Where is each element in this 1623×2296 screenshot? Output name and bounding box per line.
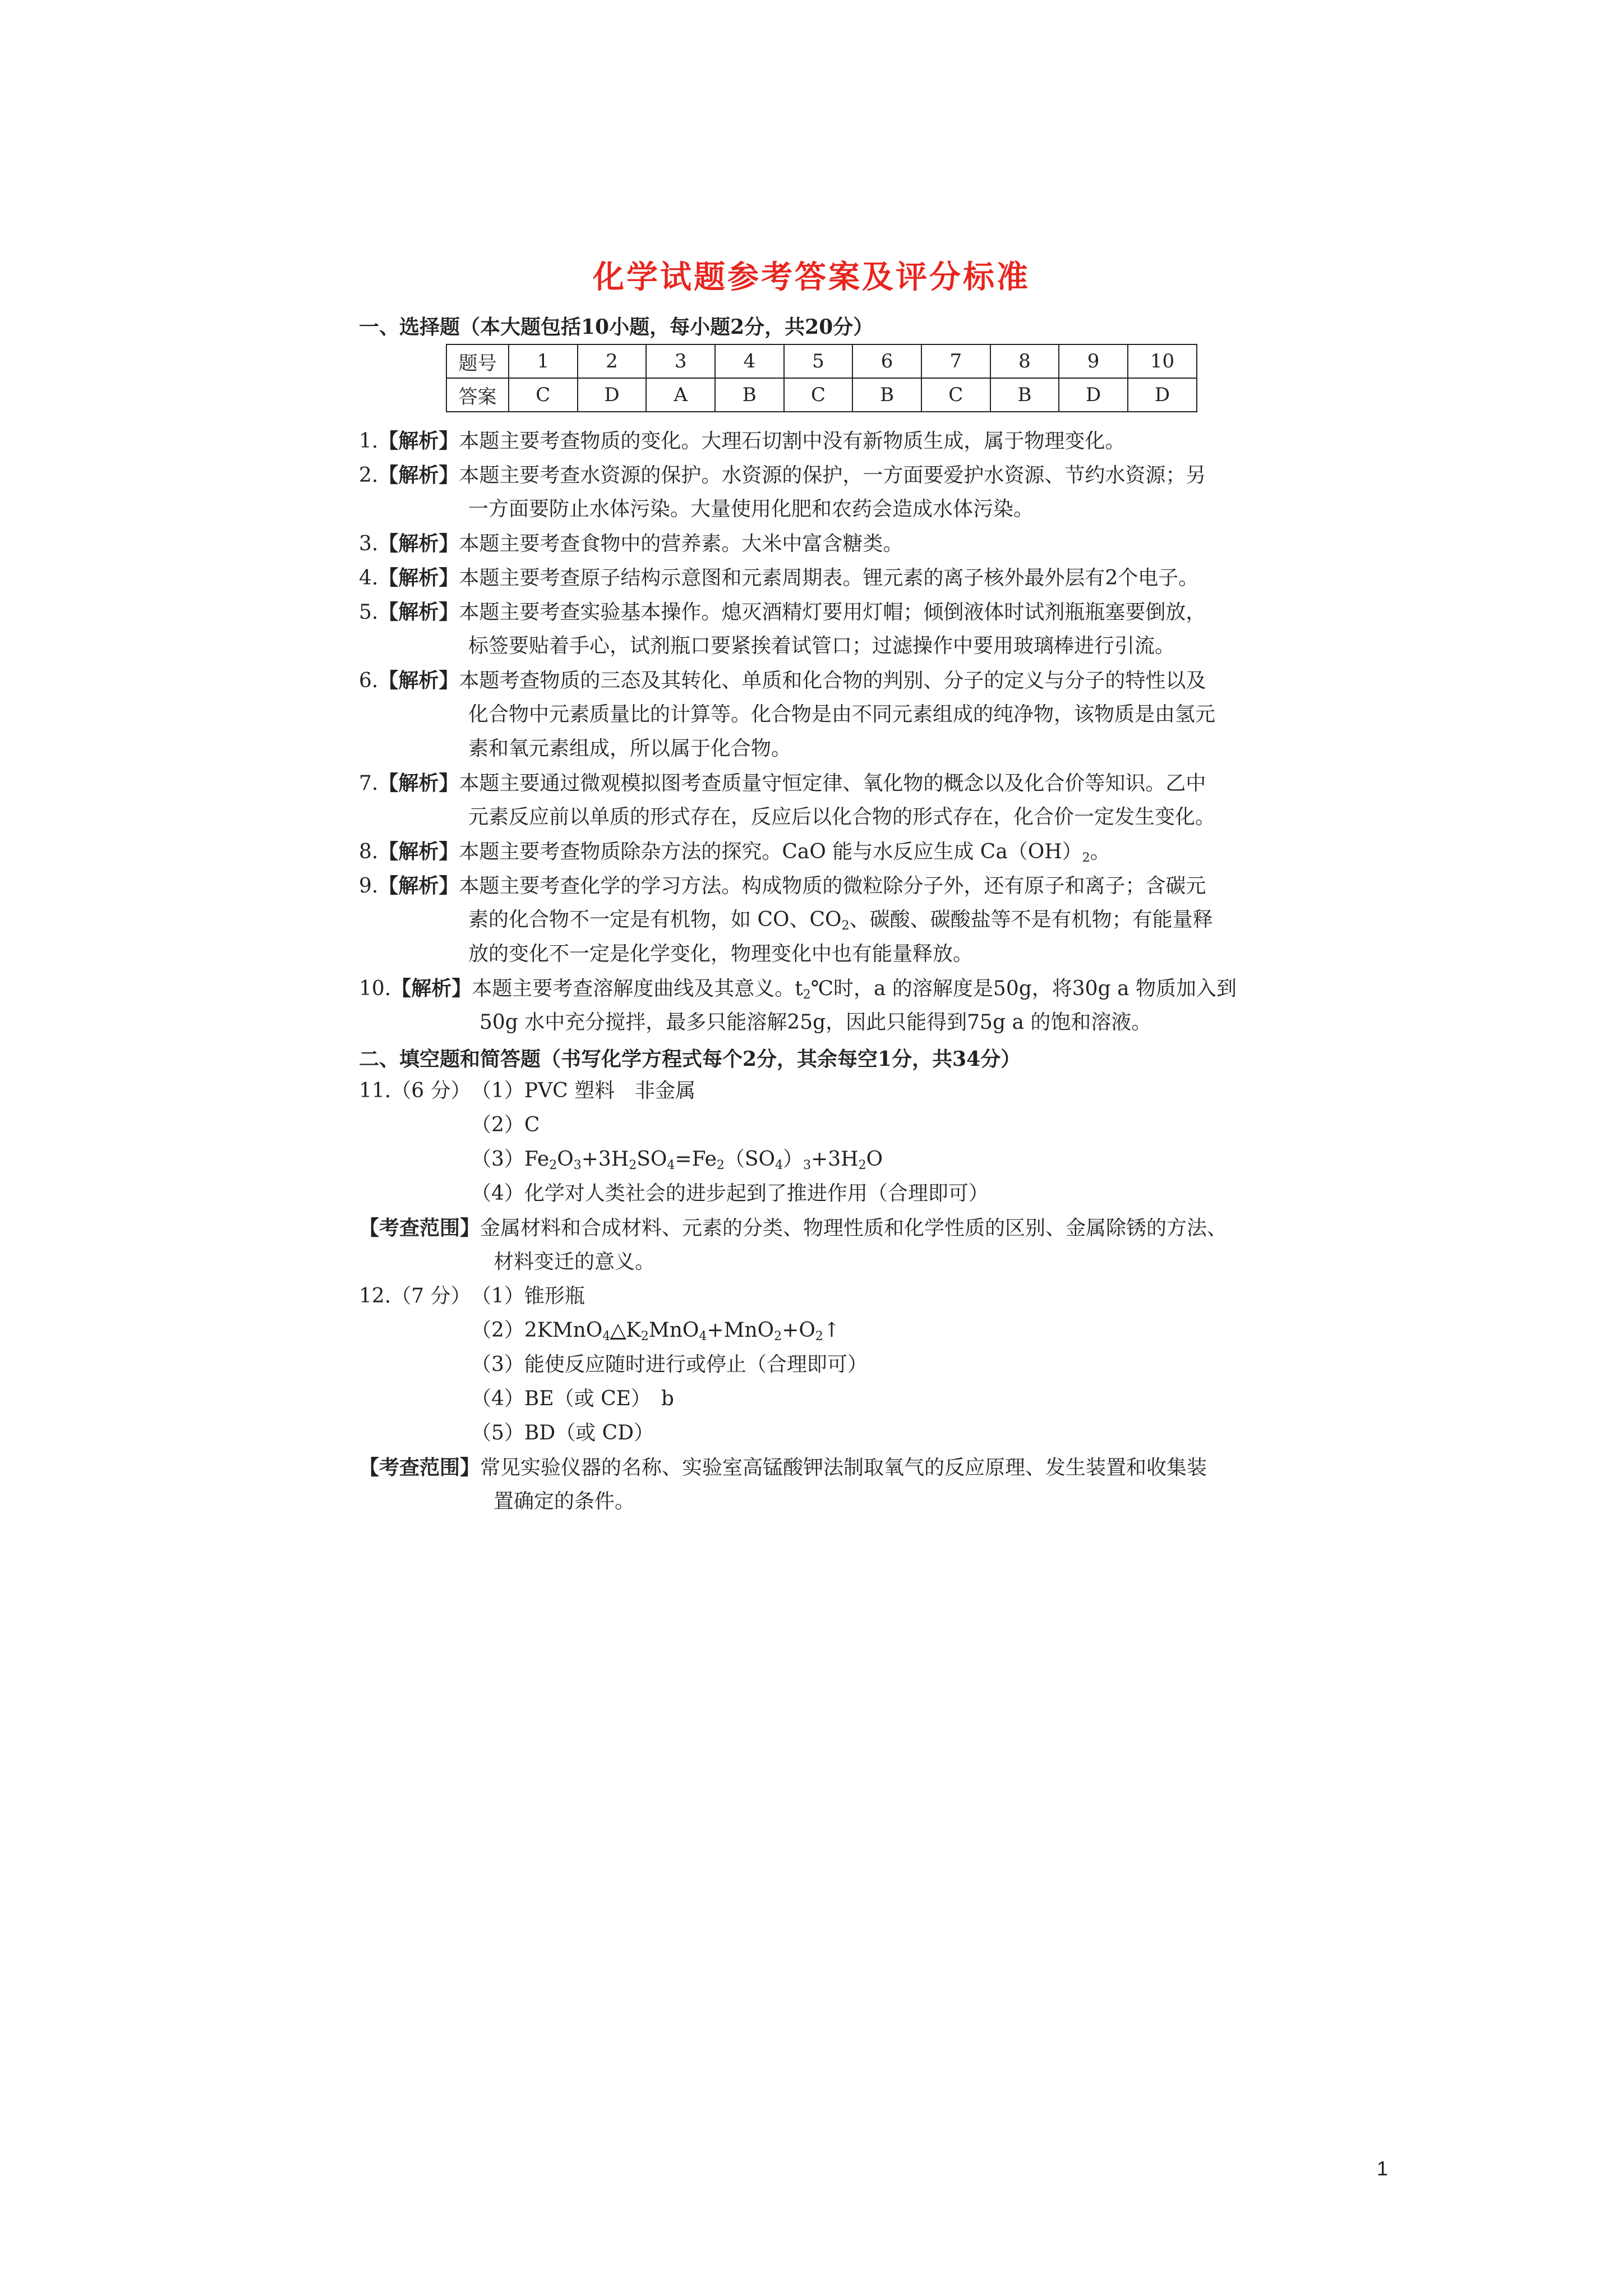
scope-line: 常见实验仪器的名称、实验室高锰酸钾法制取氧气的反应原理、发生装置和收集装 [480,1456,1207,1479]
item-number: 10. [359,977,391,1000]
analysis-tag: 【解析】 [378,874,459,898]
question-number-cell: 9 [1059,344,1128,378]
explanation-line: 本题主要考查原子结构示意图和元素周期表。锂元素的离子核外最外层有2个电子。 [459,567,1199,590]
scope-tag: 【考查范围】 [359,1216,481,1240]
analysis-tag: 【解析】 [378,771,459,795]
question-number-cell: 5 [784,344,853,378]
explanation-line: 本题主要考查化学的学习方法。构成物质的微粒除分子外，还有原子和离子；含碳元 [459,875,1206,898]
explanation-6 [359,667,1206,694]
explanation-9 [359,872,1206,900]
formula-part: K [625,1319,641,1342]
analysis-tag: 【解析】 [378,463,459,487]
explanation-5 [359,599,1206,626]
formula-part: （3）Fe [471,1148,550,1171]
analysis-tag: 【解析】 [378,669,459,692]
explanation-line: 本题主要通过微观模拟图考查质量守恒定律、氧化物的概念以及化合价等知识。乙中 [459,772,1206,795]
item-number: 4. [359,567,379,590]
answer-cell: C [784,378,853,412]
analysis-tag: 【解析】 [378,840,459,863]
page-title: 化学试题参考答案及评分标准 [593,259,1030,296]
item-number: 9. [359,875,379,898]
item-number: 6. [359,669,379,692]
item-number: 5. [359,601,379,624]
answer-cell: B [852,378,921,412]
text-segment: 本题主要考查溶解度曲线及其意义。t [472,977,803,1000]
question-number-cell: 3 [646,344,715,378]
explanation-1 [359,427,1125,455]
answer-11-2: （2）C [471,1114,540,1137]
item-number: 1. [359,430,379,453]
text-segment: ℃时，a 的溶解度是50g，将30g a 物质加入到 [810,977,1237,1000]
explanation-line [468,907,1213,933]
explanation-2 [359,462,1206,489]
explanation-line: 元素反应前以单质的形式存在，反应后以化合物的形式存在，化合价一定发生变化。 [468,806,1216,829]
analysis-tag: 【解析】 [391,977,472,1000]
table-header-cell: 题号 [446,344,509,378]
scope-11 [359,1214,1227,1242]
question-number-cell: 4 [715,344,784,378]
table-header-cell: 答案 [446,378,509,412]
analysis-tag: 【解析】 [378,429,459,453]
formula-part: O [557,1148,574,1171]
subscript: 2 [774,1329,782,1343]
explanation-3 [359,530,903,558]
scope-line: 材料变迁的意义。 [494,1250,656,1273]
question-number-cell: 7 [921,344,990,378]
explanation-line: 标签要贴着手心，试剂瓶口要紧挨着试管口；过滤操作中要用玻璃棒进行引流。 [468,634,1175,657]
explanation-line: 本题考查物质的三态及其转化、单质和化合物的判别、分子的定义与分子的特性以及 [459,669,1206,692]
subscript: 3 [573,1158,582,1172]
answer-cell: A [646,378,715,412]
explanation-10 [359,975,1237,1002]
answer-12-4: （4）BE（或 CE） b [471,1387,674,1410]
answer-11-1: （1）PVC 塑料 非金属 [471,1079,696,1102]
subscript: 2 [549,1158,557,1172]
question-number-cell: 1 [509,344,578,378]
explanation-line: 本题主要考查实验基本操作。熄灭酒精灯要用灯帽；倾倒液体时试剂瓶瓶塞要倒放， [459,601,1206,624]
answer-table-number-row [446,344,1197,378]
formula-part: MnO [648,1319,699,1342]
punctuation: 。 [1090,840,1110,863]
formula-part: +3H [581,1148,629,1171]
explanation-4 [359,564,1198,592]
answer-cell: B [990,378,1059,412]
scope-line: 置确定的条件。 [494,1490,635,1513]
explanation-line: 化合物中元素质量比的计算等。化合物是由不同元素组成的纯净物，该物质是由氢元 [468,703,1216,726]
explanation-line: 放的变化不一定是化学变化，物理变化中也有能量释放。 [468,942,974,965]
answer-cell: D [578,378,647,412]
item-number: 3. [359,532,379,555]
scope-12 [359,1454,1207,1481]
subscript: 2 [1082,851,1090,865]
analysis-tag: 【解析】 [378,600,459,624]
subscript: 4 [667,1158,675,1172]
scope-line: 金属材料和合成材料、元素的分类、物理性质和化学性质的区别、金属除锈的方法、 [480,1217,1228,1240]
formula-part: =Fe [675,1148,717,1171]
section-1-heading: 一、选择题（本大题包括10小题，每小题2分，共20分） [359,315,874,339]
question-number-cell: 10 [1128,344,1197,378]
formula-part: O [866,1148,883,1171]
answer-cell: D [1059,378,1128,412]
formula-part: +MnO [707,1319,774,1342]
formula-part: +O [782,1319,815,1342]
subscript: 4 [775,1158,783,1172]
scope-tag: 【考查范围】 [359,1456,481,1479]
question-11-head: 11.（6 分） [359,1079,471,1102]
answer-cell: C [509,378,578,412]
answer-table [446,344,1197,412]
formula-part: （SO [724,1148,776,1171]
question-number-cell: 6 [852,344,921,378]
item-number: 8. [359,840,379,863]
analysis-tag: 【解析】 [378,532,459,555]
subscript: 2 [841,919,850,933]
explanation-line: 本题主要考查水资源的保护。水资源的保护，一方面要爱护水资源、节约水资源；另 [459,464,1206,487]
explanation-line: 一方面要防止水体污染。大量使用化肥和农药会造成水体污染。 [468,498,1034,521]
subscript: 2 [716,1158,725,1172]
answer-12-3: （3）能使反应随时进行或停止（合理即可） [471,1353,868,1376]
subscript: 2 [815,1329,823,1343]
answer-11-4: （4）化学对人类社会的进步起到了推进作用（合理即可） [471,1182,989,1205]
answer-cell: B [715,378,784,412]
subscript: 2 [629,1158,637,1172]
item-number: 2. [359,464,379,487]
answer-11-3 [471,1146,883,1173]
formula-part: ） [783,1148,804,1171]
explanation-8 [359,838,1110,866]
item-number: 7. [359,772,379,795]
subscript: 4 [699,1329,707,1343]
text-segment: 、碳酸、碳酸盐等不是有机物；有能量释 [849,908,1213,931]
explanation-7 [359,770,1206,797]
question-number-cell: 8 [990,344,1059,378]
text-segment: 素的化合物不一定是有机物，如 CO、CO [468,908,842,931]
section-2-heading: 二、填空题和简答题（书写化学方程式每个2分，其余每空1分，共34分） [359,1047,1021,1071]
answer-table-answer-row [446,378,1197,412]
page-number: 1 [1377,2157,1389,2180]
heating-symbol: △ [610,1319,626,1342]
formula-part: SO [637,1148,667,1171]
subscript: 2 [803,988,811,1002]
subscript: 2 [858,1158,866,1172]
subscript: 3 [803,1158,811,1172]
question-12-head: 12.（7 分） [359,1285,471,1308]
formula-part: （2）2KMnO [471,1319,603,1342]
formula-part: +3H [811,1148,859,1171]
analysis-tag: 【解析】 [378,566,459,590]
answer-12-5: （5）BD（或 CD） [471,1421,654,1444]
answer-12-2 [471,1317,840,1344]
explanation-line: 本题主要考查物质除杂方法的探究。CaO 能与水反应生成 Ca（OH） [459,840,1082,863]
gas-arrow: ↑ [823,1319,841,1342]
explanation-line: 50g 水中充分搅拌，最多只能溶解25g，因此只能得到75g a 的饱和溶液。 [479,1011,1152,1034]
answer-12-1: （1）锥形瓶 [471,1285,585,1308]
subscript: 4 [602,1329,611,1343]
answer-cell: D [1128,378,1197,412]
answer-cell: C [921,378,990,412]
explanation-line: 本题主要考查物质的变化。大理石切割中没有新物质生成，属于物理变化。 [459,430,1126,453]
question-number-cell: 2 [578,344,647,378]
explanation-line: 本题主要考查食物中的营养素。大米中富含糖类。 [459,532,903,555]
subscript: 2 [640,1329,649,1343]
explanation-line: 素和氧元素组成，所以属于化合物。 [468,737,792,760]
